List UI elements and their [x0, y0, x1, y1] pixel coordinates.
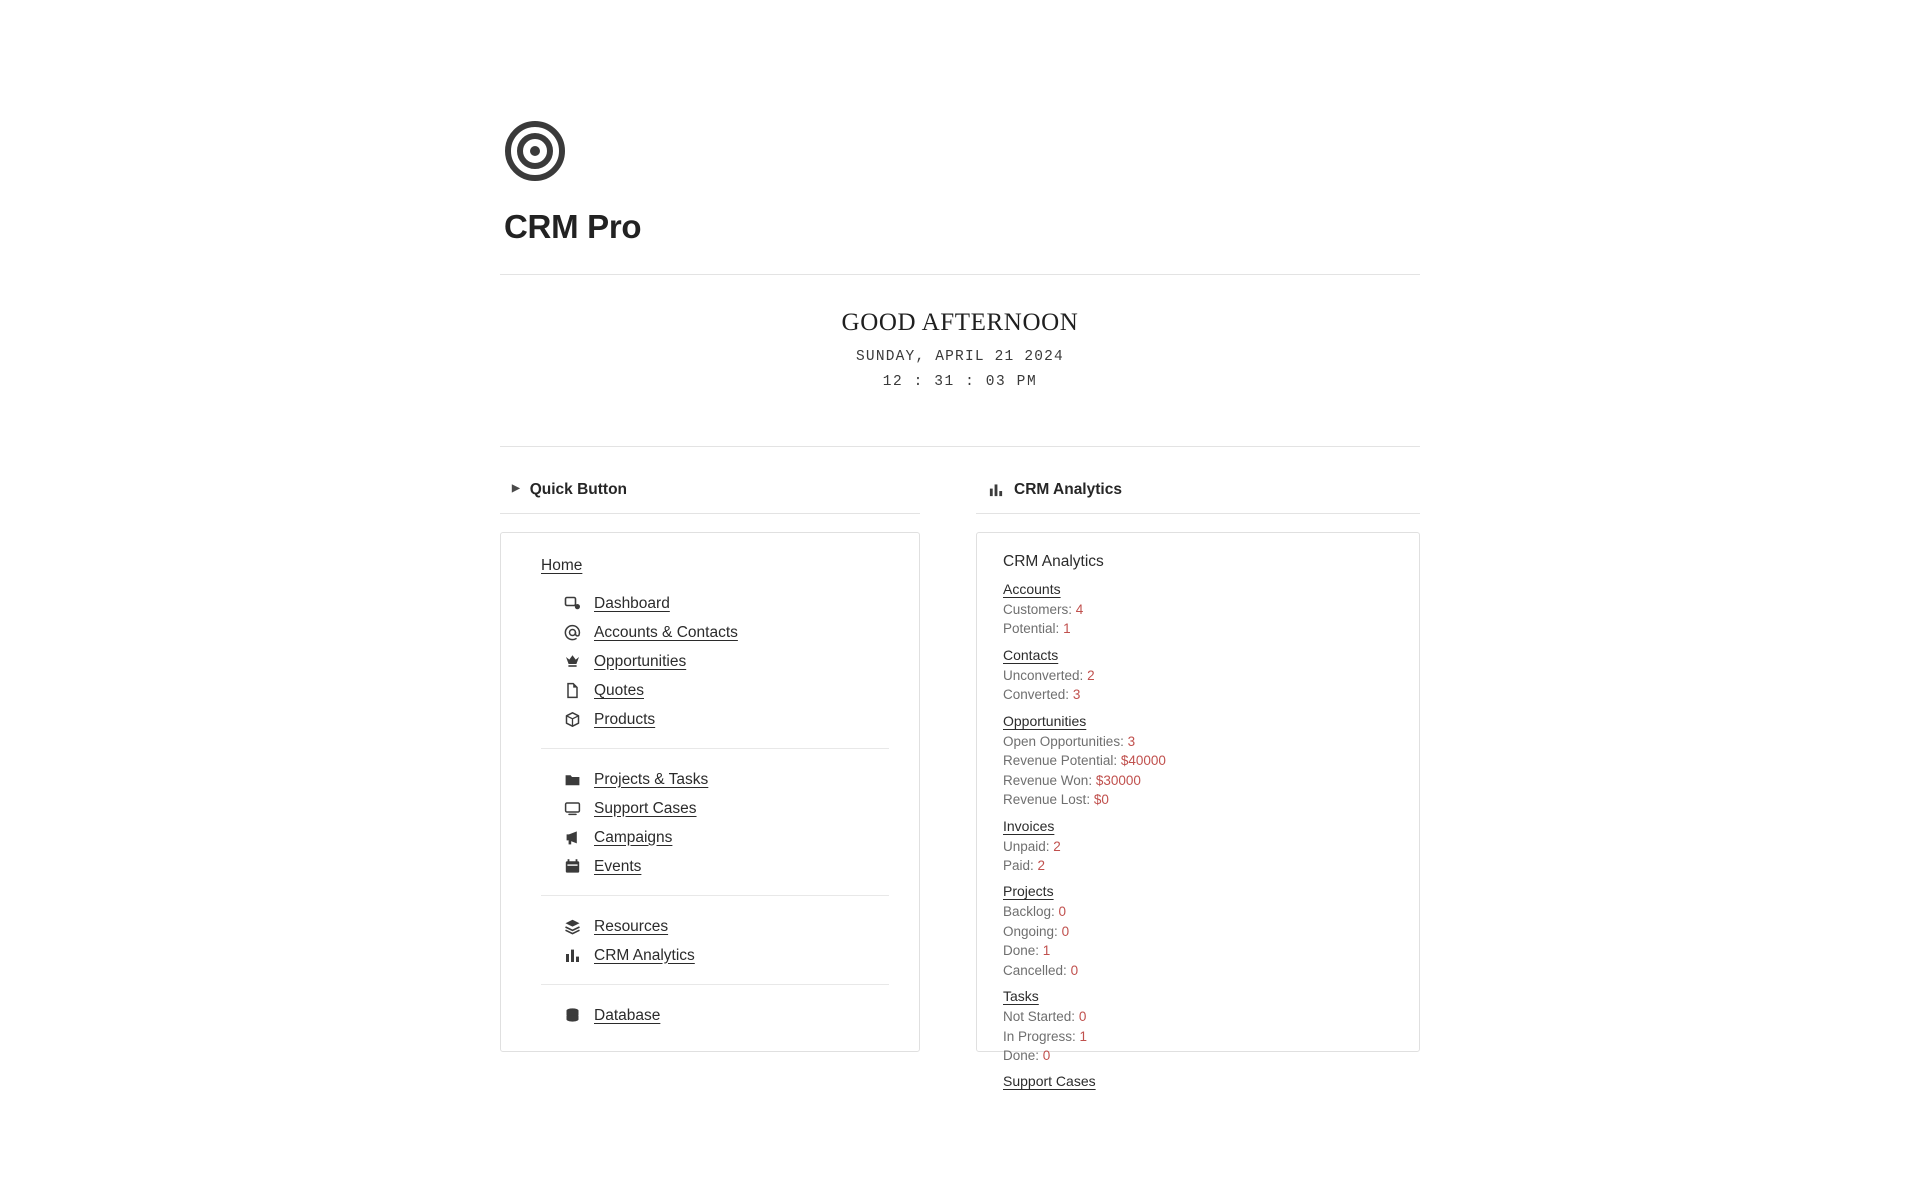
analytics-row-value: 3 [1127, 733, 1136, 749]
divider-middle [500, 446, 1420, 447]
analytics-group-invoices: Invoices [1003, 817, 1055, 834]
bar-chart-icon [988, 482, 1004, 498]
sidebar-item-resources[interactable] [541, 912, 889, 941]
analytics-row-label: Unconverted [1003, 667, 1080, 683]
analytics-row: Not Started: 0 [1003, 1009, 1087, 1025]
sidebar-item-dashboard[interactable] [541, 589, 889, 618]
analytics-row: Converted: 3 [1003, 687, 1081, 703]
analytics-group-support-cases: Support Cases [1003, 1073, 1096, 1090]
analytics-row-label: Paid [1003, 857, 1031, 873]
monitor-icon [563, 799, 582, 818]
document-icon [563, 681, 582, 700]
box-icon [563, 710, 582, 729]
analytics-group-projects: Projects [1003, 883, 1054, 900]
analytics-row-value: 2 [1053, 838, 1061, 854]
sidebar-item-label: Campaigns [594, 828, 673, 846]
analytics-row-value: 0 [1058, 904, 1067, 920]
analytics-row-value: 1 [1063, 621, 1071, 637]
analytics-row: Unconverted: 2 [1003, 667, 1095, 683]
main-columns [500, 481, 1420, 1090]
nav-section-primary [541, 589, 889, 734]
content-wrapper [500, 0, 1420, 1090]
sidebar-item-label: Projects & Tasks [594, 770, 709, 788]
database-icon [563, 1006, 582, 1025]
megaphone-icon [563, 828, 582, 847]
analytics-row-label: Not Started [1003, 1009, 1072, 1025]
analytics-row-label: Ongoing [1003, 923, 1055, 939]
sidebar-item-support-cases[interactable] [541, 794, 889, 823]
analytics-row: Customers: 4 [1003, 602, 1084, 617]
analytics-row: Backlog: 0 [1003, 904, 1067, 920]
analytics-row-value: 0 [1042, 1048, 1051, 1063]
greeting-block [500, 275, 1420, 390]
analytics-row-label: Backlog [1003, 904, 1052, 920]
dashboard-icon [563, 594, 582, 613]
analytics-row-label: Revenue Potential [1003, 753, 1114, 769]
analytics-row-value: $0 [1093, 792, 1109, 808]
analytics-row: Done: 0 [1003, 1048, 1051, 1063]
target-icon [504, 120, 566, 182]
analytics-row-label: Done [1003, 1048, 1036, 1063]
quick-button-title: Quick Button [529, 481, 628, 498]
sidebar-item-label: Resources [594, 917, 669, 935]
layers-icon [563, 917, 582, 936]
quick-button-column [500, 481, 920, 1052]
analytics-row: Ongoing: 0 [1003, 923, 1070, 939]
analytics-row-label: Customers [1003, 602, 1069, 617]
analytics-row: Revenue Lost: $0 [1003, 792, 1109, 808]
analytics-row-value: 0 [1078, 1009, 1087, 1025]
analytics-row-label: Cancelled [1003, 962, 1064, 978]
sidebar-item-label: Events [594, 857, 642, 875]
sidebar-item-campaigns[interactable] [541, 823, 889, 852]
analytics-group-accounts: Accounts [1003, 581, 1061, 597]
nav-root-home[interactable]: Home [541, 557, 583, 574]
analytics-row: Revenue Won: $30000 [1003, 772, 1141, 788]
analytics-row-label: Unpaid [1003, 838, 1046, 854]
analytics-row-value: 2 [1087, 667, 1095, 683]
analytics-group-contacts: Contacts [1003, 646, 1059, 663]
analytics-card [976, 532, 1420, 1090]
current-date: SUNDAY, APRIL 21 2024 [856, 349, 1064, 365]
analytics-row: Paid: 2 [1003, 857, 1046, 873]
nav-section-insights [541, 895, 889, 970]
sidebar-item-opportunities[interactable] [541, 647, 889, 676]
analytics-row-value: 1 [1079, 1028, 1088, 1044]
sidebar-item-accounts-contacts[interactable] [541, 618, 889, 647]
sidebar-item-label: Support Cases [594, 799, 697, 817]
analytics-column [976, 481, 1420, 1090]
analytics-header[interactable] [976, 481, 1420, 514]
nav-section-work [541, 748, 889, 881]
sidebar-item-projects-tasks[interactable] [541, 765, 889, 794]
analytics-row-value: 3 [1072, 687, 1081, 703]
analytics-title: CRM Analytics [1014, 481, 1122, 498]
greeting-text: GOOD AFTERNOON [841, 309, 1079, 336]
calendar-icon [563, 857, 582, 876]
sidebar-item-label: CRM Analytics [594, 946, 695, 964]
analytics-row-label: Converted [1003, 687, 1066, 703]
current-time: 12 : 31 : 03 PM [882, 374, 1038, 390]
quick-button-header[interactable] [500, 481, 920, 514]
analytics-row: Open Opportunities: 3 [1003, 733, 1136, 749]
analytics-row: Revenue Potential: $40000 [1003, 753, 1166, 769]
bar-chart-icon [563, 946, 582, 965]
sidebar-item-database[interactable] [541, 1001, 889, 1030]
crown-icon [563, 652, 582, 671]
analytics-row-value: 2 [1037, 857, 1046, 873]
sidebar-item-label: Products [594, 710, 656, 728]
sidebar-item-label: Dashboard [594, 594, 670, 612]
analytics-row: Potential: 1 [1003, 621, 1071, 637]
analytics-row: In Progress: 1 [1003, 1028, 1088, 1044]
sidebar-item-quotes[interactable] [541, 676, 889, 705]
sidebar-item-label: Opportunities [594, 652, 687, 670]
navigation-card [500, 532, 920, 1052]
sidebar-item-crm-analytics[interactable] [541, 941, 889, 970]
analytics-row-value: $40000 [1120, 753, 1166, 769]
analytics-row-value: 0 [1061, 923, 1070, 939]
sidebar-item-products[interactable] [541, 705, 889, 734]
analytics-card-title: CRM Analytics [1003, 553, 1104, 570]
analytics-row-value: 0 [1070, 962, 1079, 978]
at-sign-icon [563, 623, 582, 642]
analytics-row-label: Open Opportunities [1003, 733, 1121, 749]
sidebar-item-events[interactable] [541, 852, 889, 881]
triangle-right-icon[interactable]: ▶ [512, 483, 520, 494]
analytics-row-label: Revenue Lost [1003, 792, 1087, 808]
nav-section-data [541, 984, 889, 1030]
analytics-row: Unpaid: 2 [1003, 838, 1061, 854]
folder-icon [563, 770, 582, 789]
analytics-group-opportunities: Opportunities [1003, 712, 1087, 729]
sidebar-item-label: Quotes [594, 681, 644, 699]
page-title: CRM Pro [504, 208, 642, 245]
sidebar-item-label: Accounts & Contacts [594, 623, 738, 641]
analytics-group-tasks: Tasks [1003, 988, 1039, 1005]
analytics-row-value: 1 [1042, 943, 1051, 959]
analytics-row: Cancelled: 0 [1003, 962, 1079, 978]
analytics-row-label: Potential [1003, 621, 1056, 637]
analytics-row-label: Revenue Won [1003, 772, 1089, 788]
analytics-row-value: $30000 [1095, 772, 1141, 788]
analytics-row-value: 4 [1075, 602, 1084, 617]
analytics-row: Done: 1 [1003, 943, 1051, 959]
sidebar-item-label: Database [594, 1006, 661, 1024]
analytics-row-label: Done [1003, 943, 1036, 959]
analytics-row-label: In Progress [1003, 1028, 1073, 1044]
